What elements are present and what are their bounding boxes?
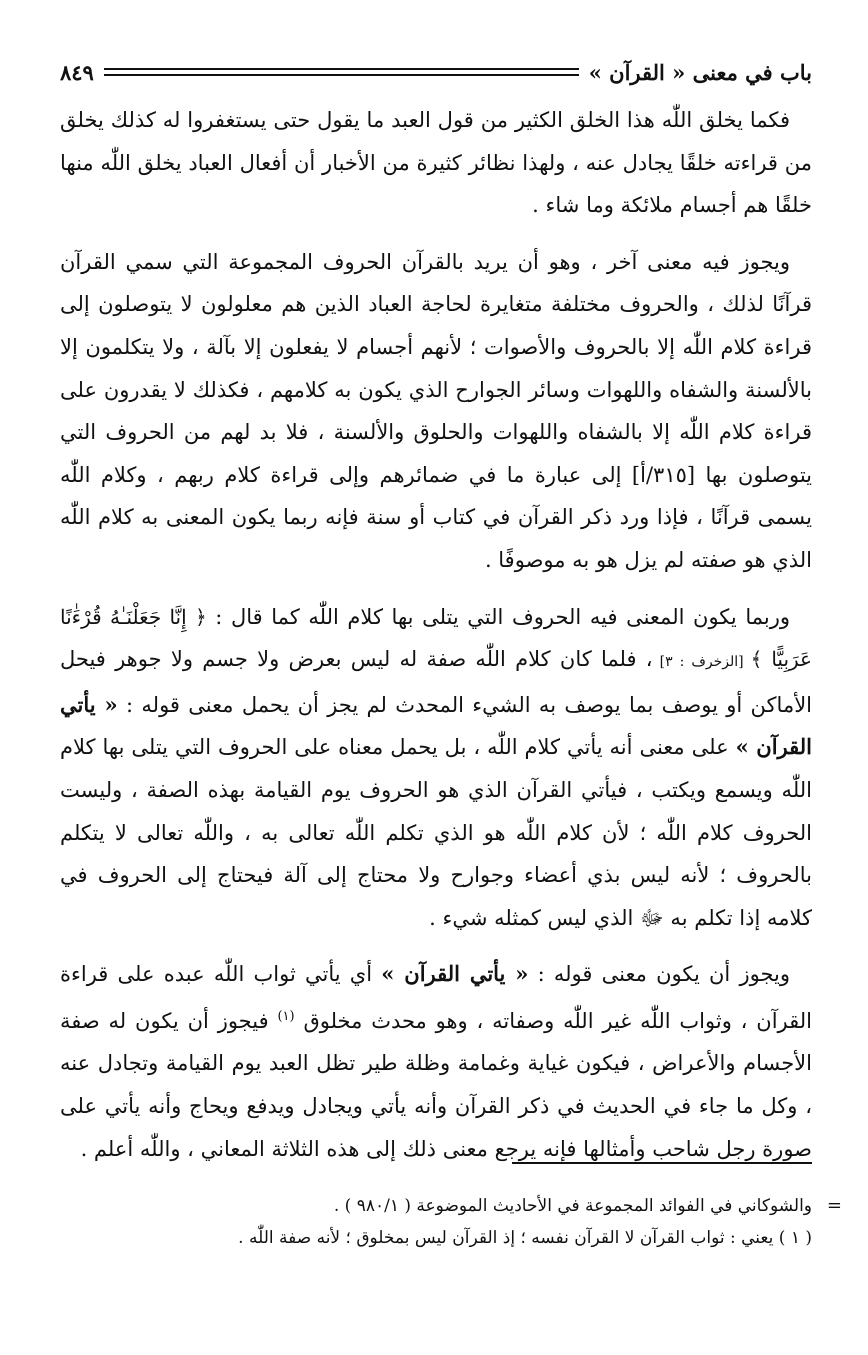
paragraph-3 [60, 596, 812, 940]
footnote-continuation: والشوكاني في الفوائد المجموعة في الأحاديث الموضوعة ( ٩٨٠/١ ) . [333, 1196, 812, 1216]
paragraph-4 [60, 953, 812, 1170]
main-text [60, 99, 812, 1170]
continuation-mark: = [826, 1195, 842, 1216]
verse-reference: [الزخرف : ٣] [652, 654, 751, 671]
running-header [60, 55, 812, 89]
header-double-rule [104, 68, 579, 76]
hadith-phrase: « يأتي القرآن » [60, 691, 812, 760]
footnote-separator [512, 1162, 812, 1164]
book-page [60, 55, 842, 1315]
chapter-title: باب في معنى « القرآن » [588, 59, 812, 85]
paragraph-3-intro: وربما يكون المعنى فيه الحروف التي يتلى بها كلام اللّٰه كما قال : [206, 604, 790, 629]
paragraph-4-intro: ويجوز أن يكون معنى قوله : [528, 962, 790, 987]
footnotes [60, 1190, 842, 1254]
page-number: ٨٤٩ [60, 59, 94, 85]
hadith-phrase: « يأتي القرآن » [381, 961, 529, 987]
paragraph-4-rest: فيجوز أن يكون له صفة الأجسام والأعراض ، فيكون غياية وغمامة وظلة طير تظل العبد يوم القيامة وتجادل عنه ، وكل ما جاء في الحديث في ذكر القرآن وأنه يأتي ويجادل ويدفع ويحاج وأنه يأتي على صورة رجل شاحب وأمثالها فإنه يرجع معنى ذلك إلى هذه الثلاثة المعاني ، واللّٰه أعلم . [60, 1008, 812, 1161]
paragraph-4-middle: أي يأتي ثواب اللّٰه عبده على قراءة القرآن ، وثواب اللّٰه غير اللّٰه وصفاته ، وهو محدث مخلوق [60, 962, 812, 1033]
footnote-marker: (١) [277, 1008, 295, 1024]
paragraph-2: ويجوز فيه معنى آخر ، وهو أن يريد بالقرآن الحروف المجموعة التي سمي القرآن قرآنًا لذلك ، والحروف مختلفة متغايرة لحاجة العباد الذين هم معلولون لا يتوصلون إلى قراءة كلام اللّٰه إلا بالحروف والأصوات ؛ لأنهم أجسام لا يفعلون إلا بآلة ، ولا يتكلمون إلا بالألسنة والشفاه واللهوات وسائر الجوارح الذي يكون به كلامهم ، فكذلك لا يقدرون على قراءة كلام اللّٰه إلا بالشفاه واللهوات والحلوق والألسنة ، فلا بد لهم من الحروف التي يتوصلون بها [٣١٥/أ] إلى عبارة ما في ضمائرهم وإلى قراءة كلام ربهم ، وكلام اللّٰه يسمى قرآنًا ، فإذا ورد ذكر القرآن في كتاب أو سنة فإنه ربما يكون المعنى به كلام اللّٰه الذي هو صفته لم يزل هو به موصوفًا . [60, 249, 813, 572]
paragraph-3-rest: على معنى أنه يأتي كلام اللّٰه ، بل يحمل معناه على الحروف التي يتلى بها كلام اللّٰه ويسمع ويكتب ، فيأتي القرآن الذي هو الحروف يوم القيامة بهذه الصفة ، وليست الحروف كلام اللّٰه ؛ لأن كلام اللّٰه هو الذي تكلم اللّٰه تعالى به ، واللّٰه تعالى لا يتكلم بالحروف ؛ لأنه ليس بذي أعضاء وجوارح ولا محتاج إلى آلة فيحتاج إلى الحروف في كلامه إذا تكلم به ﷻ الذي ليس كمثله شيء . [60, 735, 812, 930]
paragraph-3-middle: ، فلما كان كلام اللّٰه صفة له ليس بعرض ولا جسم ولا جوهر فيحل الأماكن أو يوصف بما يوصف به الشيء المحدث لم يجز أن يحمل معنى قوله : [60, 647, 813, 717]
footnote-1: ( ١ ) يعني : ثواب القرآن لا القرآن نفسه ؛ إذ القرآن ليس بمخلوق ؛ لأنه صفة اللّٰه . [238, 1228, 812, 1248]
paragraph-1: فكما يخلق اللّٰه هذا الخلق الكثير من قول العبد ما يقول حتى يستغفروا له كذلك يخلق من قراءته خلقًا يجادل عنه ، ولهذا نظائر كثيرة من الأخبار أن أفعال العباد يخلق اللّٰه منها خلقًا هم أجسام ملائكة وما شاء . [60, 108, 812, 218]
quran-verse: ﴿ إِنَّا جَعَلْنَـٰهُ قُرْءَٰنًا عَرَبِيًّا ﴾ [60, 604, 812, 672]
